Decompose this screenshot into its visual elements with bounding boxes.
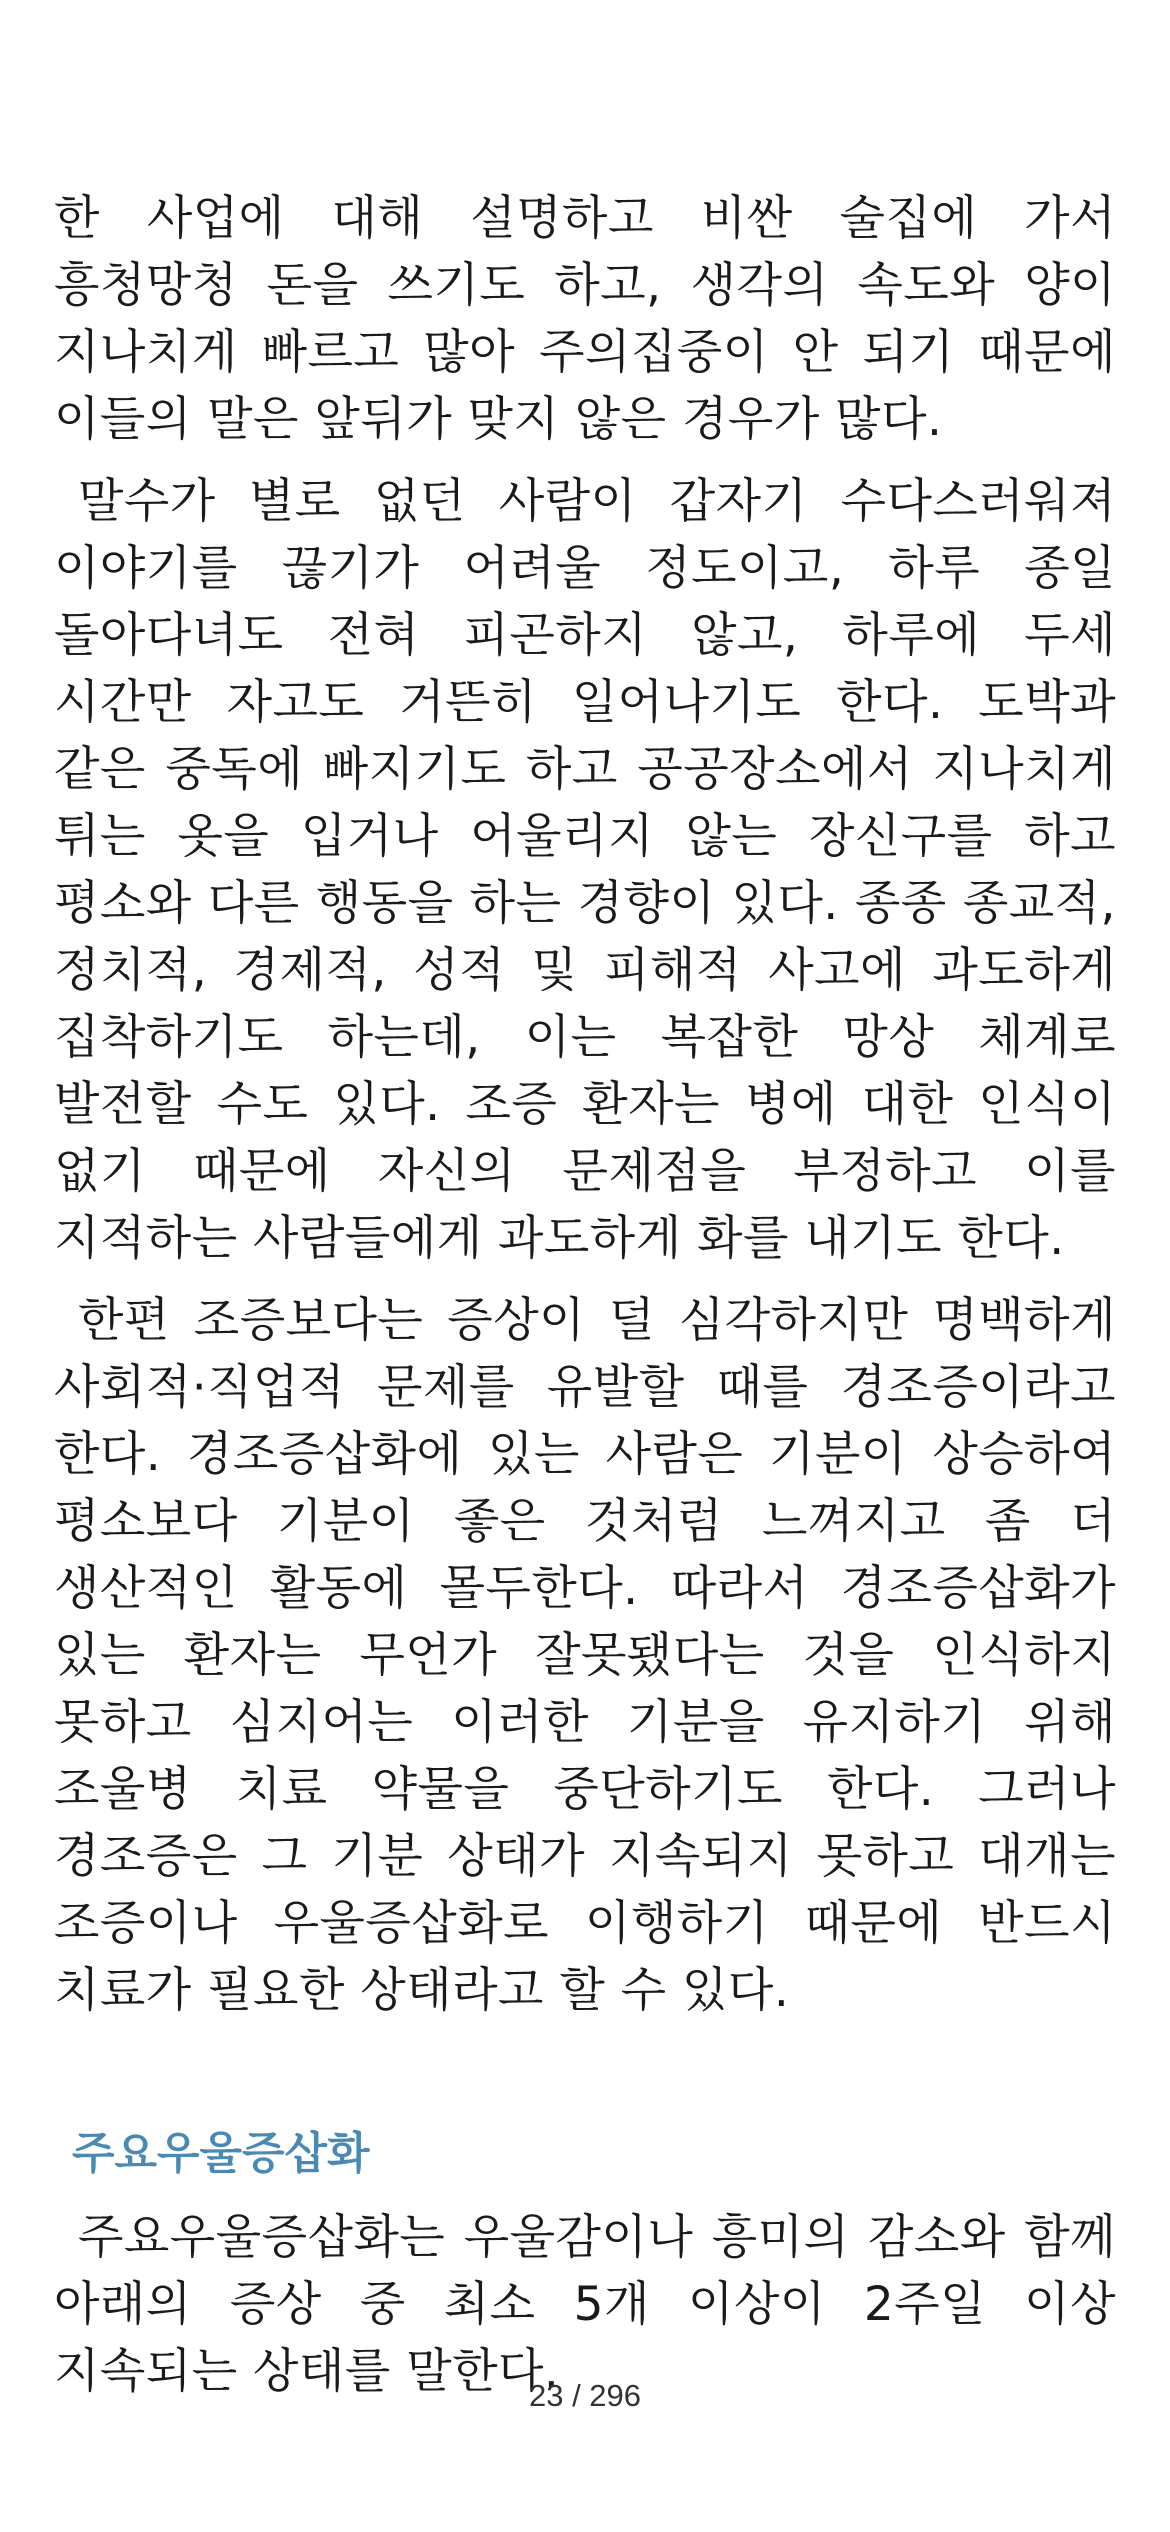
body-paragraph: 한 사업에 대해 설명하고 비싼 술집에 가서 흥청망청 돈을 쓰기도 하고, 생각의 속도와 양이 지나치게 빠르고 많아 주의집중이 안 되기 때문에 이들의 말은 앞뒤가 맞지 않은 경우가 많다. xyxy=(54,191,1132,447)
body-paragraph: 말수가 별로 없던 사람이 갑자기 수다스러워져 이야기를 끊기가 어려울 정도이고, 하루 종일 돌아다녀도 전혀 피곤하지 않고, 하루에 두세 시간만 자고도 거뜬히 일어나기도 한다. 도박과 같은 중독에 빠지기도 하고 공공장소에서 지나치게 튀는 옷을 입거나 어울리지 않는 장신구를 하고 평소와 다른 행동을 하는 경향이 있다. 종종 종교적, 정치적, 경제적, 성적 및 피해적 사고에 과도하게 집착하기도 하는데, 이는 복잡한 망상 체계로 발전할 수도 있다. 조증 환자는 병에 대한 인식이 없기 때문에 자신의 문제점을 부정하고 이를 지적하는 사람들에게 과도하게 화를 내기도 한다. xyxy=(54,474,1132,1266)
page-content xyxy=(54,185,1132,2405)
section-heading: 주요우울증삽화 xyxy=(72,2128,370,2179)
page-indicator: 23 / 296 xyxy=(528,2378,642,2413)
body-paragraph: 주요우울증삽화는 우울감이나 흥미의 감소와 함께 아래의 증상 중 최소 5개 이상이 2주일 이상 지속되는 상태를 말한다. xyxy=(54,2210,1132,2399)
body-paragraph: 한편 조증보다는 증상이 덜 심각하지만 명백하게 사회적·직업적 문제를 유발할 때를 경조증이라고 한다. 경조증삽화에 있는 사람은 기분이 상승하여 평소보다 기분이 좋은 것처럼 느껴지고 좀 더 생산적인 활동에 몰두한다. 따라서 경조증삽화가 있는 환자는 무언가 잘못됐다는 것을 인식하지 못하고 심지어는 이러한 기분을 유지하기 위해 조울병 치료 약물을 중단하기도 한다. 그러나 경조증은 그 기분 상태가 지속되지 못하고 대개는 조증이나 우울증삽화로 이행하기 때문에 반드시 치료가 필요한 상태라고 할 수 있다. xyxy=(54,1293,1132,2018)
